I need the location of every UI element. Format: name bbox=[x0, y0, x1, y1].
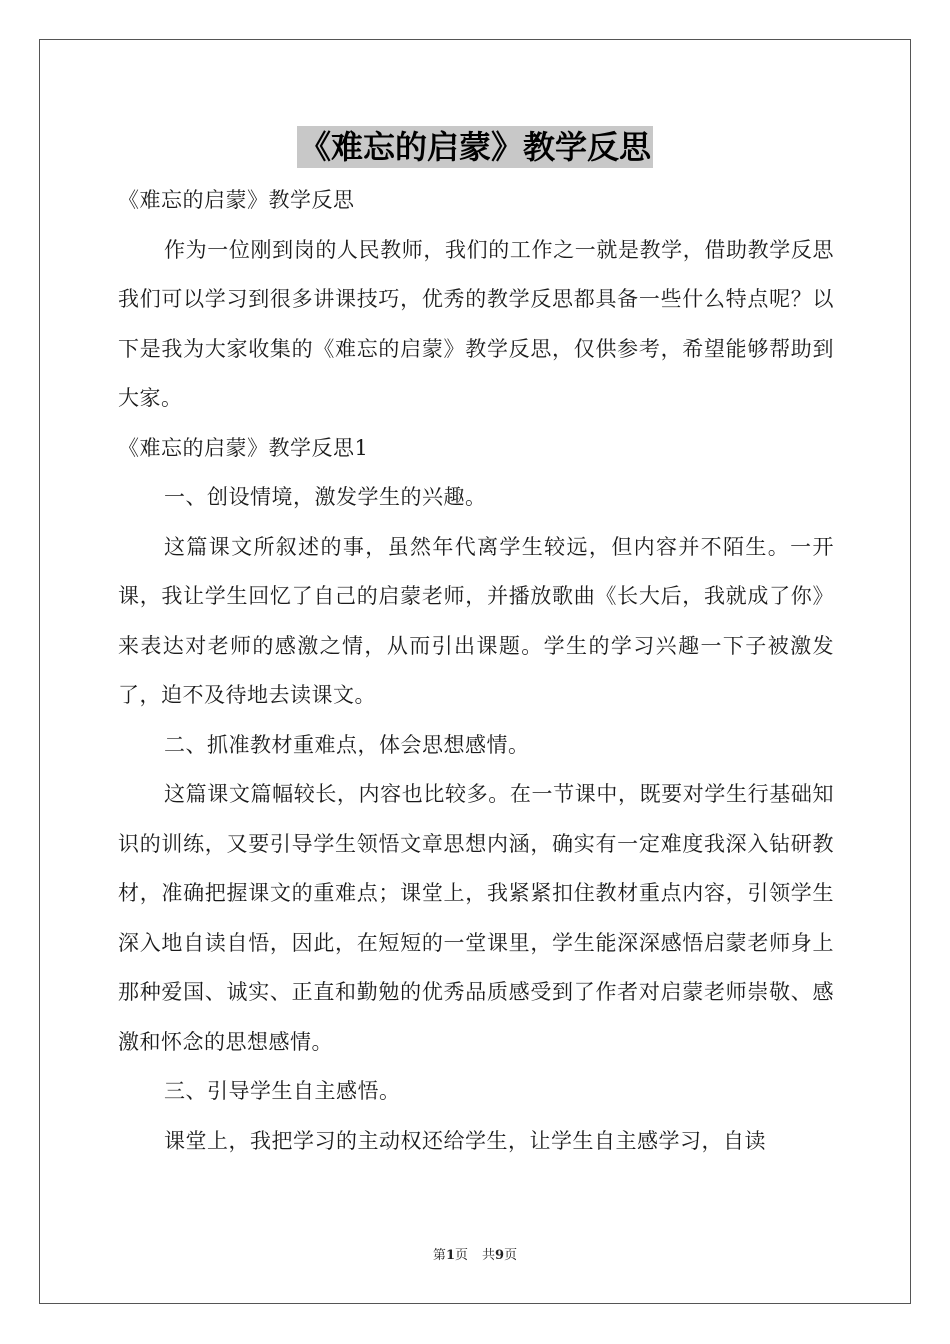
point-heading-1: 一、创设情境，激发学生的兴趣。 bbox=[164, 485, 487, 509]
total-pages: 9 bbox=[495, 1248, 505, 1263]
total-prefix: 共 bbox=[482, 1248, 496, 1263]
title-container bbox=[0, 126, 950, 168]
body-paragraph-2: 这篇课文篇幅较长，内容也比较多。在一节课中，既要对学生行基础知识的训练，又要引导学生领悟文章思想内涵，确实有一定难度我深入钻研教材，准确把握课文的重难点；课堂上，我紧紧扣住教材重点内容，引领学生深入地自读自悟，因此，在短短的一堂课里，学生能深深感悟启蒙老师身上那种爱国、诚实、正直和勤勉的优秀品质感受到了作者对启蒙老师崇敬、感激和怀念的思想感情。 bbox=[118, 782, 834, 1054]
total-suffix: 页 bbox=[504, 1248, 518, 1263]
page-prefix: 第 bbox=[432, 1248, 446, 1263]
page-footer bbox=[0, 1246, 950, 1266]
point-heading-3: 三、引导学生自主感悟。 bbox=[164, 1079, 401, 1103]
page-number: 1 bbox=[445, 1248, 455, 1263]
body-paragraph-3: 课堂上，我把学习的主动权还给学生，让学生自主感学习，自读 bbox=[164, 1128, 766, 1153]
body-paragraph-1: 这篇课文所叙述的事，虽然年代离学生较远，但内容并不陌生。一开课，我让学生回忆了自己的启蒙老师，并播放歌曲《长大后，我就成了你》来表达对老师的感激之情，从而引出课题。学生的学习兴趣一下子被激发了，迫不及待地去读课文。 bbox=[118, 534, 834, 707]
point-heading-2: 二、抓准教材重难点，体会思想感情。 bbox=[164, 732, 530, 757]
document-body bbox=[118, 176, 834, 1166]
page-suffix: 页 bbox=[454, 1248, 468, 1263]
document-title: 《难忘的启蒙》教学反思 bbox=[298, 128, 651, 166]
subtitle-paragraph: 《难忘的启蒙》教学反思 bbox=[118, 188, 355, 212]
section-heading: 《难忘的启蒙》教学反思1 bbox=[118, 435, 369, 460]
intro-paragraph: 作为一位刚到岗的人民教师，我们的工作之一就是教学，借助教学反思我们可以学习到很多讲课技巧，优秀的教学反思都具备一些什么特点呢？以下是我为大家收集的《难忘的启蒙》教学反思，仅供参考，希望能够帮助到大家。 bbox=[118, 237, 834, 410]
